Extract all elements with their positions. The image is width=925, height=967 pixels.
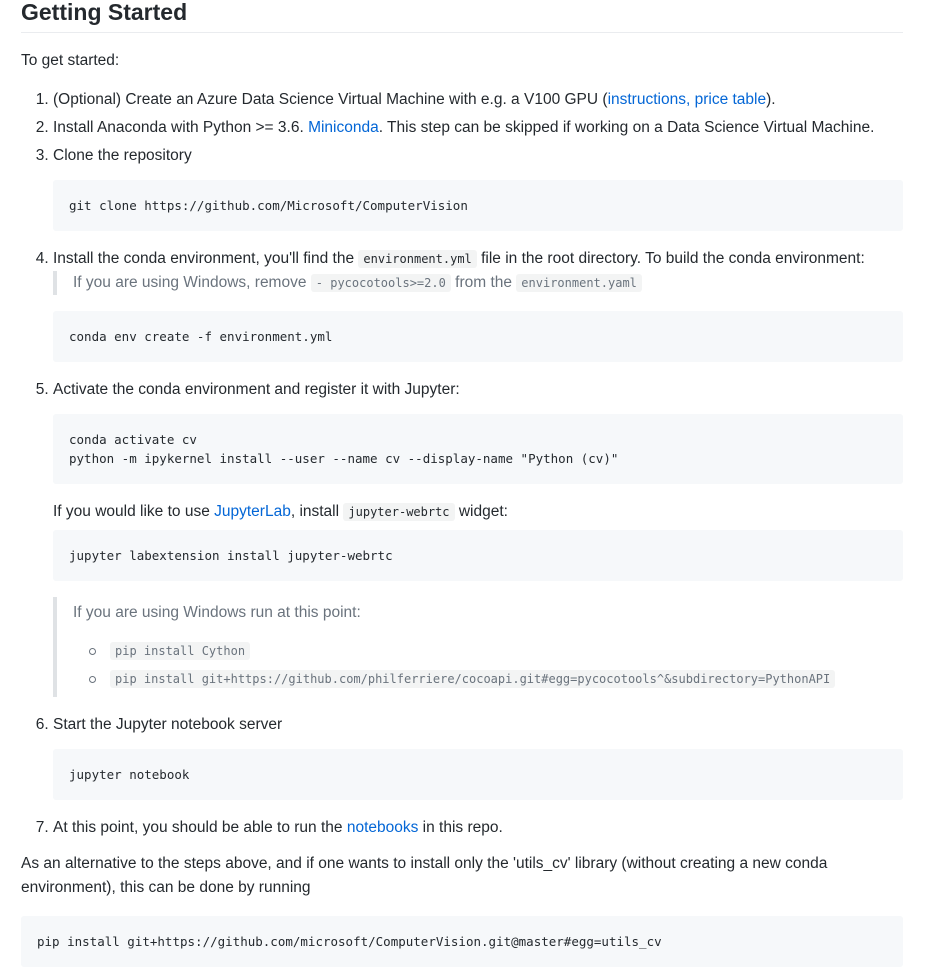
- windows-commands-list: [73, 639, 903, 691]
- sep: ,: [685, 91, 695, 108]
- steps-list: [21, 88, 903, 840]
- windows-run-quote: If you are using Windows run at this point: pip install Cython pip install git+https://github.com/philferriere/cocoapi.git#egg=pycocotools^&subdirectory=PythonAPI: [53, 597, 903, 697]
- notebooks-link[interactable]: notebooks: [346, 819, 419, 836]
- code-block-pip-install[interactable]: pip install git+https://github.com/microsoft/ComputerVision.git@master#egg=utils_cv: [21, 916, 903, 967]
- inline-code-jupyter-webrtc: jupyter-webrtc: [343, 503, 454, 521]
- step-2: 2. Install Anaconda with Python >= 3.6. Miniconda. This step can be skipped if working on a Data Science Virtual Machine.: [53, 116, 903, 140]
- bullet-icon: [89, 648, 96, 655]
- code-block-labextension[interactable]: jupyter labextension install jupyter-webrtc: [53, 530, 903, 581]
- jupyterlab-note: If you would like to use JupyterLab, install jupyter-webrtc widget:: [53, 503, 508, 520]
- section-heading: Getting Started: [21, 0, 903, 33]
- alternative-text: As an alternative to the steps above, and if one wants to install only the 'utils_cv' library (without creating a new conda environment), this can be done by running: [21, 855, 828, 896]
- code-block-clone[interactable]: git clone https://github.com/Microsoft/ComputerVision: [53, 180, 903, 231]
- inline-code-environment-yaml: environment.yaml: [516, 274, 642, 292]
- code-block-notebook[interactable]: jupyter notebook: [53, 749, 903, 800]
- inline-code-environment-yml: environment.yml: [358, 250, 476, 268]
- jupyterlab-link[interactable]: JupyterLab: [214, 503, 291, 520]
- code-block-activate[interactable]: conda activate cv python -m ipykernel install --user --name cv --display-name "Python (cv)": [53, 414, 903, 484]
- intro-text: To get started:: [21, 52, 120, 69]
- step-6: 6. Start the Jupyter notebook server jupyter notebook: [53, 713, 903, 800]
- list-item: pip install Cython: [89, 639, 903, 663]
- inline-code-pycocotools: - pycocotools>=2.0: [311, 274, 451, 292]
- instructions-link[interactable]: instructions: [607, 91, 686, 108]
- step-5: 5. Activate the conda environment and register it with Jupyter: conda activate cv python -m ipykernel install --user --name cv --display-name "Python (cv)" If you would like to use JupyterLab, install jupyter-webrtc widget: jupyter labextension install jupyter-webrtc If you are using Windows run at this point: pip install Cython pip install git+https://github.com/philferriere/cocoapi.git#egg=pycocotools^&subdirectory=PythonAPI: [53, 378, 903, 697]
- bullet-icon: [89, 676, 96, 683]
- miniconda-link[interactable]: Miniconda: [308, 119, 379, 136]
- list-item: pip install git+https://github.com/philferriere/cocoapi.git#egg=pycocotools^&subdirectory=PythonAPI: [89, 667, 903, 691]
- windows-note-quote: If you are using Windows, remove - pycocotools>=2.0 from the environment.yaml: [53, 271, 903, 295]
- step-3: 3. Clone the repository git clone https://github.com/Microsoft/ComputerVision: [53, 144, 903, 231]
- step-4: 4. Install the conda environment, you'll find the environment.yml file in the root directory. To build the conda environment: If you are using Windows, remove - pycocotools>=2.0 from the environment.yaml conda env create -f environment.yml: [53, 247, 903, 362]
- code-block-conda-create[interactable]: conda env create -f environment.yml: [53, 311, 903, 362]
- step-7: 7. At this point, you should be able to run the notebooks in this repo.: [53, 816, 903, 840]
- step-1: 1. (Optional) Create an Azure Data Science Virtual Machine with e.g. a V100 GPU (instructions, price table).: [53, 88, 903, 112]
- price-table-link[interactable]: price table: [694, 91, 767, 108]
